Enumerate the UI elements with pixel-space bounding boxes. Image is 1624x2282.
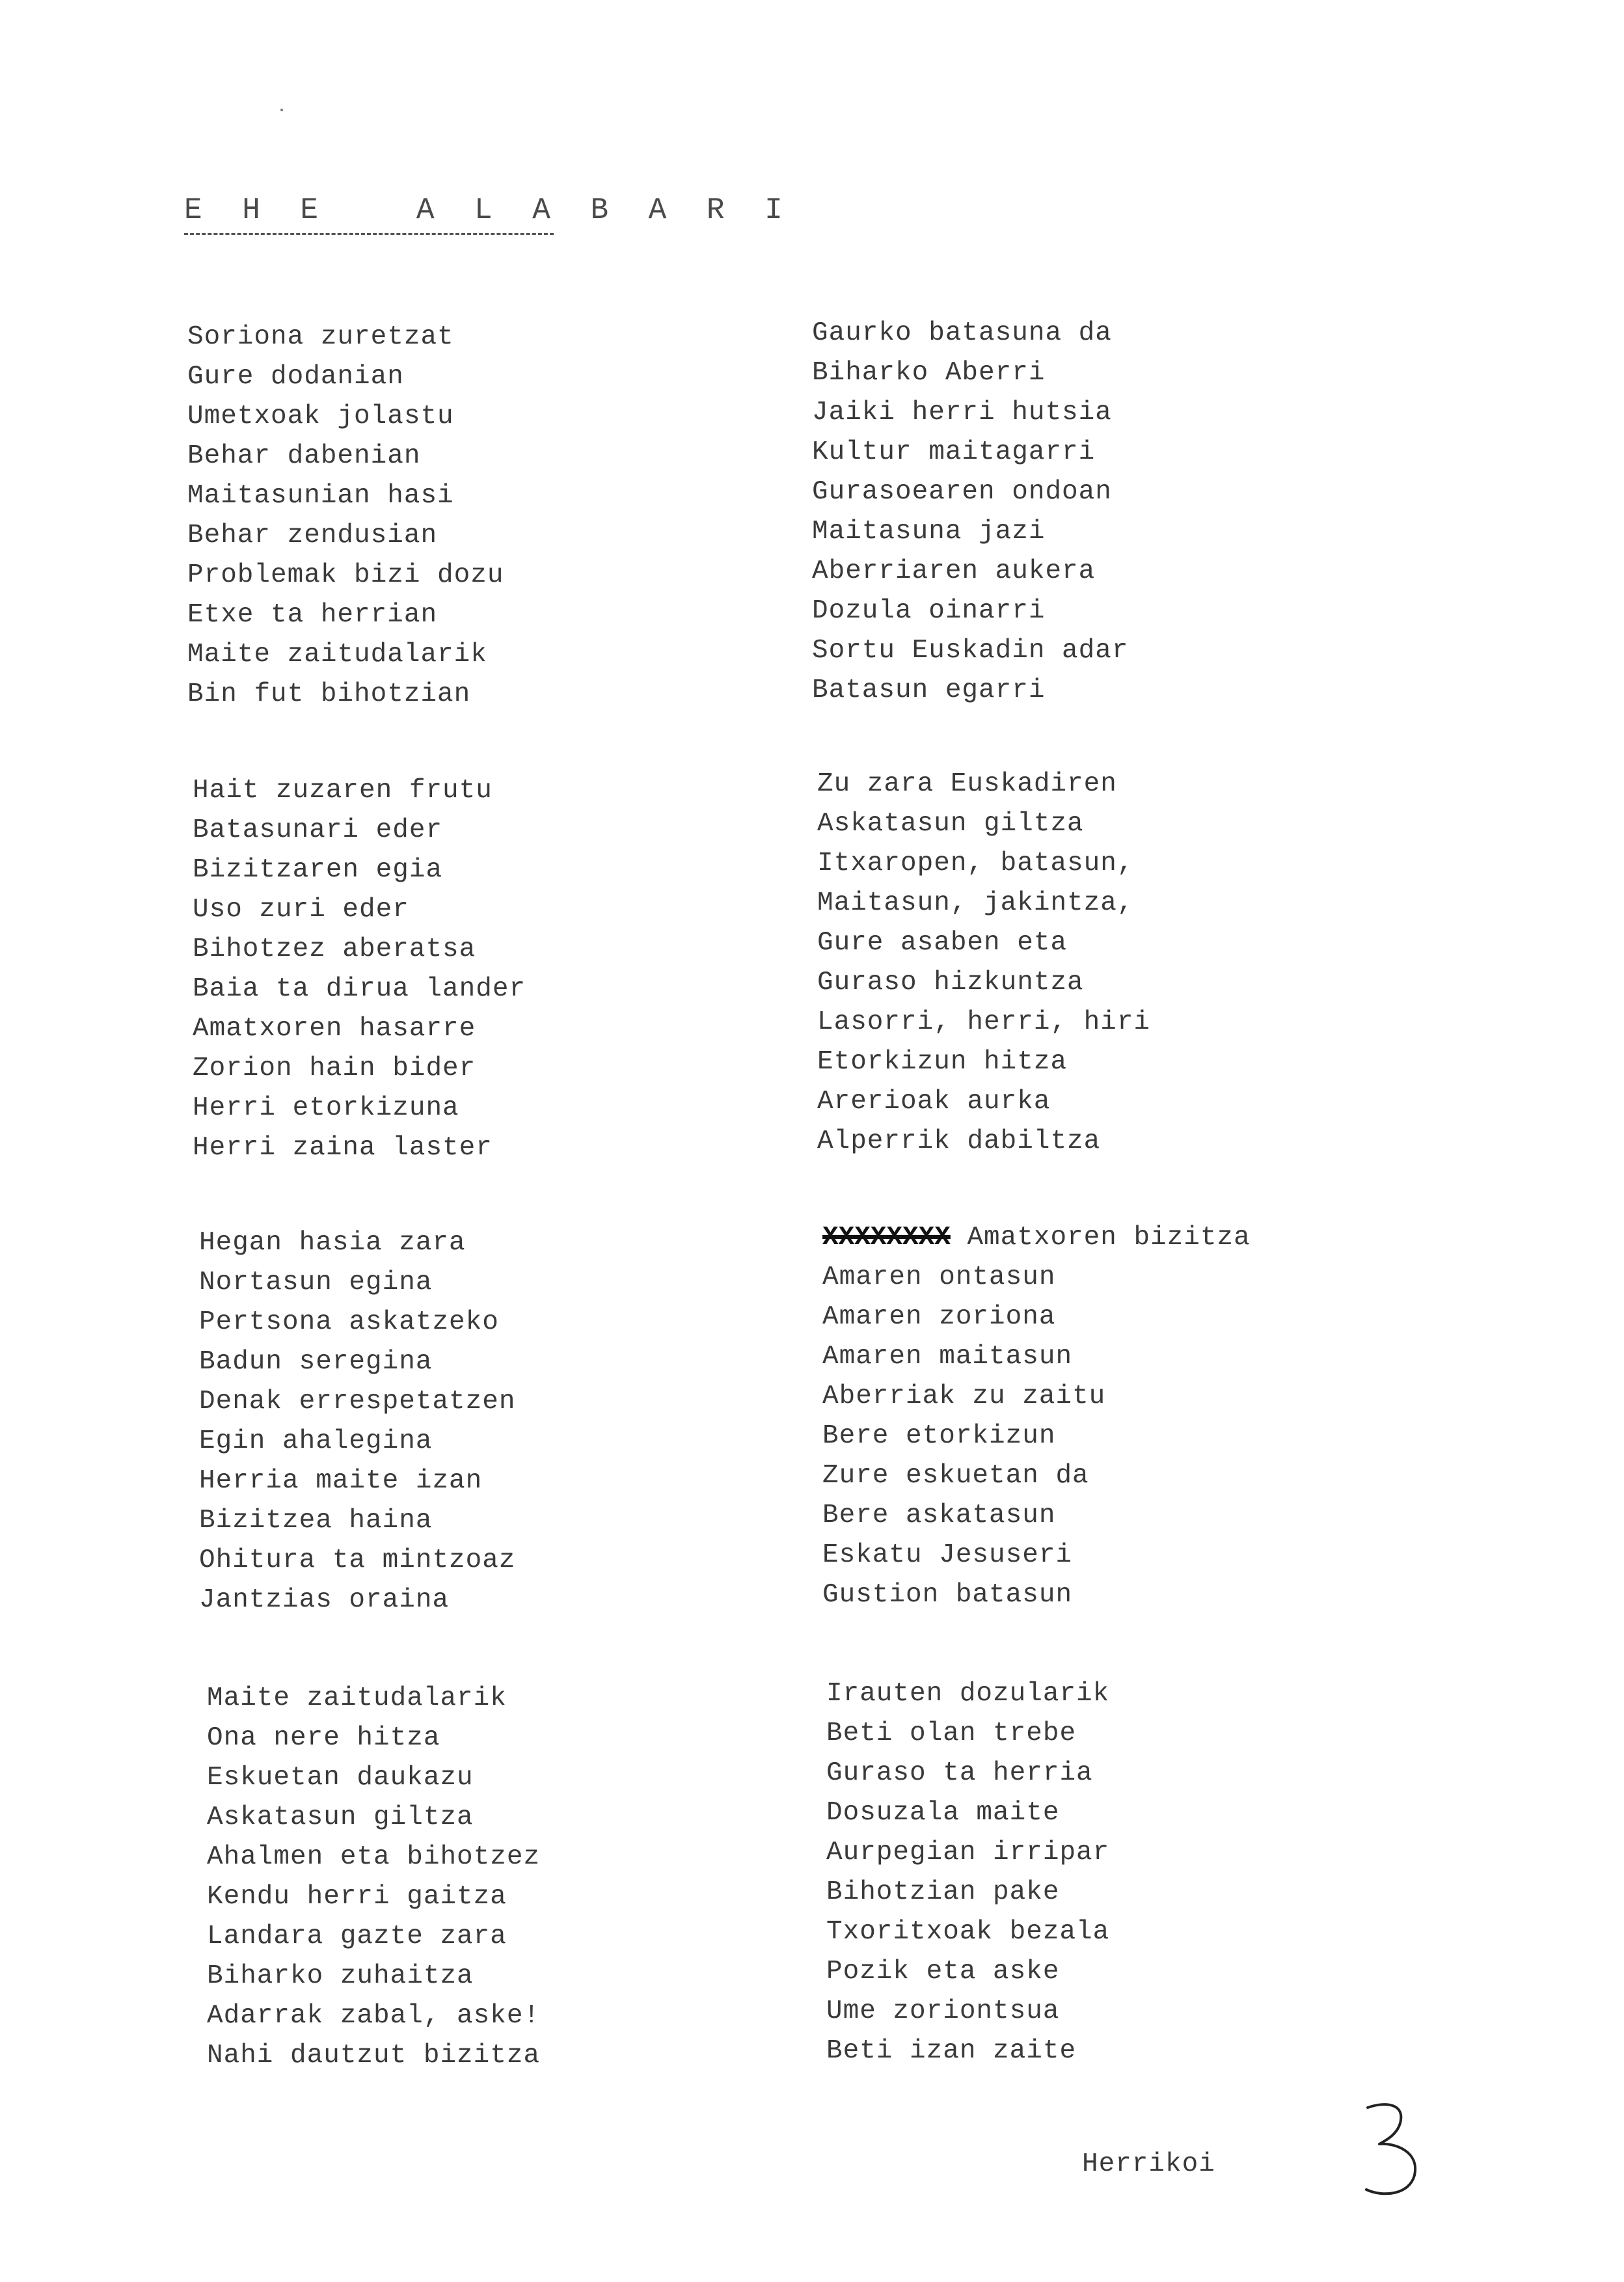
verse-line: Hait zuzaren frutu: [193, 776, 493, 806]
verse-line: Ona nere hitza: [207, 1723, 440, 1753]
verse-line: Ohitura ta mintzoaz: [199, 1545, 516, 1575]
verse-line: [822, 1218, 1251, 1258]
verse-line: Nortasun egina: [199, 1268, 433, 1297]
verse-line: Guraso hizkuntza: [817, 968, 1084, 998]
stanza-left-4: [207, 1679, 540, 2076]
poem-title: E H E A L A B A R I: [184, 193, 794, 227]
verse-line: Zu zara Euskadiren: [817, 769, 1117, 799]
verse-line: Biharko Aberri: [812, 358, 1046, 388]
verse-line: Beti izan zaite: [826, 2036, 1077, 2066]
verse-line: Kendu herri gaitza: [207, 1882, 507, 1912]
verse-line: Guraso ta herria: [826, 1758, 1093, 1788]
verse-line: Bihotzian pake: [826, 1877, 1060, 1907]
verse-line: Eskatu Jesuseri: [822, 1540, 1073, 1570]
verse-line: Ume zoriontsua: [826, 1996, 1060, 2026]
verse-line: Askatasun giltza: [207, 1802, 474, 1832]
verse-line: Egin ahalegina: [199, 1426, 433, 1456]
stanza-right-1: [812, 314, 1128, 711]
verse-line: Gaurko batasuna da: [812, 318, 1112, 348]
verse-line: Zorion hain bider: [193, 1053, 476, 1083]
verse-line: Hegan hasia zara: [199, 1228, 466, 1258]
struck-line-rest: Amatxoren bizitza: [967, 1223, 1251, 1253]
verse-line: Landara gazte zara: [207, 1922, 507, 1951]
verse-line: Eskuetan daukazu: [207, 1763, 474, 1793]
handwritten-page-number: [1360, 2099, 1431, 2203]
verse-line: Nahi dautzut bizitza: [207, 2041, 541, 2071]
verse-line: Arerioak aurka: [817, 1087, 1051, 1117]
verse-line: Zure eskuetan da: [822, 1461, 1089, 1491]
title-underline: [184, 233, 554, 235]
stanza-left-1: [187, 318, 504, 714]
verse-line: Gure dodanian: [187, 362, 404, 392]
verse-line: Maite zaitudalarik: [207, 1683, 507, 1713]
verse-line: Denak errespetatzen: [199, 1387, 516, 1417]
verse-line: Batasunari eder: [193, 815, 443, 845]
verse-line: Amaren zoriona: [822, 1302, 1056, 1332]
verse-line: Dozula oinarri: [812, 596, 1046, 626]
verse-line: Maitasunian hasi: [187, 481, 454, 511]
stanza-left-2: [193, 771, 526, 1168]
author-signature: Herrikoi: [1082, 2149, 1215, 2179]
verse-line: Bere etorkizun: [822, 1421, 1056, 1451]
verse-line: Irauten dozularik: [826, 1679, 1110, 1709]
verse-line: Maite zaitudalarik: [187, 640, 487, 670]
verse-line: Bihotzez aberatsa: [193, 934, 476, 964]
stanza-right-3: [822, 1218, 1251, 1615]
verse-line: Bin fut bihotzian: [187, 679, 471, 709]
verse-line: Maitasun, jakintza,: [817, 888, 1134, 918]
verse-line: Pozik eta aske: [826, 1957, 1060, 1987]
verse-line: Aberriaren aukera: [812, 556, 1096, 586]
verse-line: Askatasun giltza: [817, 809, 1084, 839]
stanza-left-3: [199, 1223, 515, 1620]
verse-line: Gustion batasun: [822, 1580, 1073, 1610]
verse-line: Etxe ta herrian: [187, 600, 438, 630]
struck-out-word: XXXXXXXX: [822, 1223, 951, 1253]
verse-line: Adarrak zabal, aske!: [207, 2001, 541, 2031]
stray-mark: [280, 109, 283, 111]
verse-line: Dosuzala maite: [826, 1798, 1060, 1828]
verse-line: Behar zendusian: [187, 521, 438, 550]
verse-line: Bizitzea haina: [199, 1506, 433, 1536]
verse-line: Amatxoren hasarre: [193, 1014, 476, 1044]
verse-line: Behar dabenian: [187, 441, 421, 471]
verse-line: Baia ta dirua lander: [193, 974, 526, 1004]
verse-line: Bizitzaren egia: [193, 855, 443, 885]
verse-line: Biharko zuhaitza: [207, 1961, 474, 1991]
verse-line: Herria maite izan: [199, 1466, 483, 1496]
verse-line: Gure asaben eta: [817, 928, 1068, 958]
verse-line: Problemak bizi dozu: [187, 560, 504, 590]
verse-line: Maitasuna jazi: [812, 517, 1046, 547]
verse-line: Kultur maitagarri: [812, 437, 1096, 467]
verse-line: Pertsona askatzeko: [199, 1307, 499, 1337]
verse-line: Aberriak zu zaitu: [822, 1381, 1106, 1411]
verse-line: Itxaropen, batasun,: [817, 849, 1134, 878]
verse-line: Uso zuri eder: [193, 895, 409, 925]
verse-line: Amaren maitasun: [822, 1342, 1073, 1372]
verse-line: Badun seregina: [199, 1347, 433, 1377]
verse-line: Herri zaina laster: [193, 1133, 493, 1163]
verse-line: Aurpegian irripar: [826, 1838, 1110, 1868]
verse-line: Umetxoak jolastu: [187, 401, 454, 431]
verse-line: Sortu Euskadin adar: [812, 636, 1129, 666]
verse-line: Soriona zuretzat: [187, 322, 454, 352]
verse-line: Beti olan trebe: [826, 1718, 1077, 1748]
stanza-right-4: [826, 1674, 1109, 2071]
verse-line: Batasun egarri: [812, 675, 1046, 705]
verse-line: Txoritxoak bezala: [826, 1917, 1110, 1947]
verse-line: Gurasoearen ondoan: [812, 477, 1112, 507]
verse-line: Jantzias oraina: [199, 1585, 450, 1615]
verse-line: Ahalmen eta bihotzez: [207, 1842, 541, 1872]
verse-line: Jaiki herri hutsia: [812, 398, 1112, 428]
verse-line: Bere askatasun: [822, 1501, 1056, 1530]
verse-line: Amaren ontasun: [822, 1262, 1056, 1292]
verse-line: Etorkizun hitza: [817, 1047, 1068, 1077]
stanza-right-2: [817, 765, 1150, 1161]
verse-line: Lasorri, herri, hiri: [817, 1007, 1151, 1037]
verse-line: Alperrik dabiltza: [817, 1126, 1101, 1156]
verse-line: Herri etorkizuna: [193, 1093, 459, 1123]
